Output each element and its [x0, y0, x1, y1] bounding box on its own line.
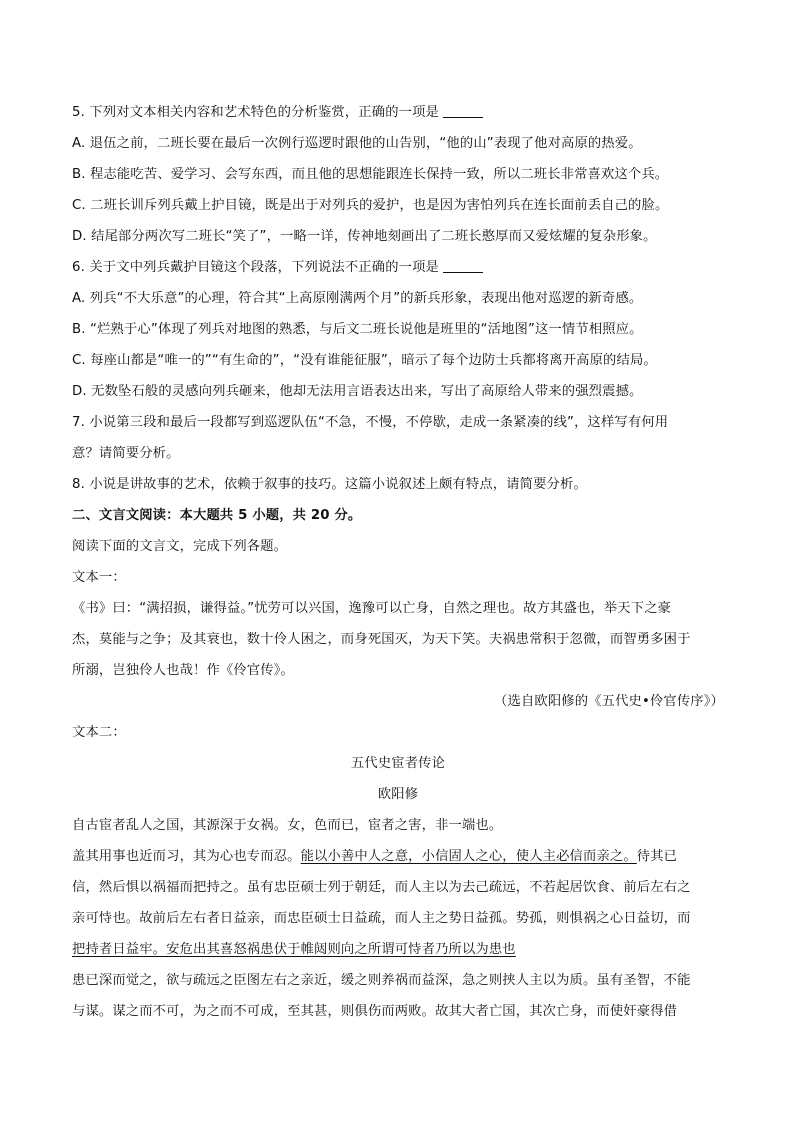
- question-6-option-c: C. 每座山都是“唯一的”“有生命的”，“没有谁能征服”，暗示了每个边防士兵都将离开高原的结局。: [72, 353, 657, 368]
- text-2-paragraph-3-line-1: 患已深而觉之，欲与疏远之臣图左右之亲近，缓之则养祸而益深，急之则挟人主以为质。虽有圣智，不能: [72, 973, 691, 988]
- text-2-paragraph-2-line-3: 亲可恃也。故前后左右者日益亲，而忠臣硕士日益疏，而人主之势日益孤。势孤，则惧祸之心日益切，而: [72, 911, 691, 926]
- text-2-paragraph-2-line-2: 信，然后惧以祸福而把持之。虽有忠臣硕士列于朝廷，而人主以为去己疏远，不若起居饮食、前后左右之: [72, 880, 691, 895]
- question-5-option-c: C. 二班长训斥列兵戴上护目镜，既是出于对列兵的爱护，也是因为害怕列兵在连长面前丢自己的脸。: [72, 198, 669, 213]
- question-6-option-b: B. “烂熟于心”体现了列兵对地图的熟悉，与后文二班长说他是班里的“活地图”这一情节相照应。: [72, 322, 643, 337]
- question-5-option-d: D. 结尾部分两次写二班长“笑了”，一略一详，传神地刻画出了二班长憨厚而又爱炫耀的复杂形象。: [72, 229, 657, 244]
- text-2-title: 五代史宦者传论: [350, 756, 446, 771]
- question-6-option-d: D. 无数坠石般的灵感向列兵砸来，他却无法用言语表达出来，写出了高原给人带来的强烈震撼。: [72, 384, 643, 399]
- document-page: [72, 97, 724, 1027]
- underlined-unpunctuated-sentence: 把持者日益牢。安危出其喜怒祸患伏于帷闼则向之所谓可恃者乃所以为患也: [72, 942, 516, 957]
- answer-blank: [443, 258, 483, 273]
- text-2-author: 欧阳修: [377, 787, 419, 802]
- text-2-paragraph-1: 自古宦者乱人之国，其源深于女祸。女，色而已，宦者之害，非一端也。: [72, 818, 503, 833]
- text-2-paragraph-2-line-1: [72, 841, 724, 872]
- underlined-sentence: 能以小善中人之意，小信固人之心，使人主必信而亲之。: [300, 849, 637, 864]
- answer-blank: [443, 103, 483, 118]
- text-2-paragraph-2-line-4: [72, 934, 724, 965]
- question-6-stem: [72, 252, 724, 283]
- text-1-source: （选自欧阳修的《五代史•伶官传序》）: [494, 694, 724, 709]
- text-2-p2-lead: 盖其用事也近而习，其为心也专而忍。: [72, 849, 301, 864]
- text-1-label: 文本一：: [72, 570, 126, 585]
- text-1-line-2: 杰，莫能与之争；及其衰也，数十伶人困之，而身死国灭，为天下笑。夫祸患常积于忽微，而智勇多困于: [72, 632, 691, 647]
- text-1-line-3: 所溺，岂独伶人也哉！作《伶官传》。: [72, 663, 294, 678]
- question-5-stem: [72, 97, 724, 128]
- section-2-instruction: 阅读下面的文言文，完成下列各题。: [72, 539, 288, 554]
- question-5-option-b: B. 程志能吃苦、爱学习、会写东西，而且他的思想能跟连长保持一致，所以二班长非常喜欢这个兵。: [72, 167, 669, 182]
- text-2-label: 文本二：: [72, 725, 126, 740]
- text-1-line-1: 《书》曰：“满招损，谦得益。”忧劳可以兴国，逸豫可以亡身，自然之理也。故方其盛也，举天下之豪: [72, 601, 672, 616]
- question-5-option-a: A. 退伍之前，二班长要在最后一次例行巡逻时跟他的山告别，“他的山”表现了他对高原的热爱。: [72, 136, 642, 151]
- question-5-text: 5. 下列对文本相关内容和艺术特色的分析鉴赏，正确的一项是: [72, 105, 439, 120]
- section-2-heading: 二、文言文阅读：本大题共 5 小题，共 20 分。: [72, 508, 362, 523]
- question-7-line-2: 意？请简要分析。: [72, 446, 180, 461]
- question-7-line-1: 7. 小说第三段和最后一段都写到巡逻队伍“不急，不慢，不停歇，走成一条紧凑的线”，这样写有何用: [72, 415, 669, 430]
- question-6-option-a: A. 列兵“不大乐意”的心理，符合其“上高原刚满两个月”的新兵形象，表现出他对巡逻的新奇感。: [72, 291, 643, 306]
- question-6-text: 6. 关于文中列兵戴护目镜这个段落，下列说法不正确的一项是: [72, 260, 439, 275]
- text-2-paragraph-3-line-2: 与谋。谋之而不可，为之而不可成，至其甚，则俱伤而两败。故其大者亡国，其次亡身，而使奸豪得借: [72, 1004, 678, 1019]
- question-8: 8. 小说是讲故事的艺术，依赖于叙事的技巧。这篇小说叙述上颇有特点，请简要分析。: [72, 477, 587, 492]
- text-2-p2-tail: 待其已: [636, 849, 678, 864]
